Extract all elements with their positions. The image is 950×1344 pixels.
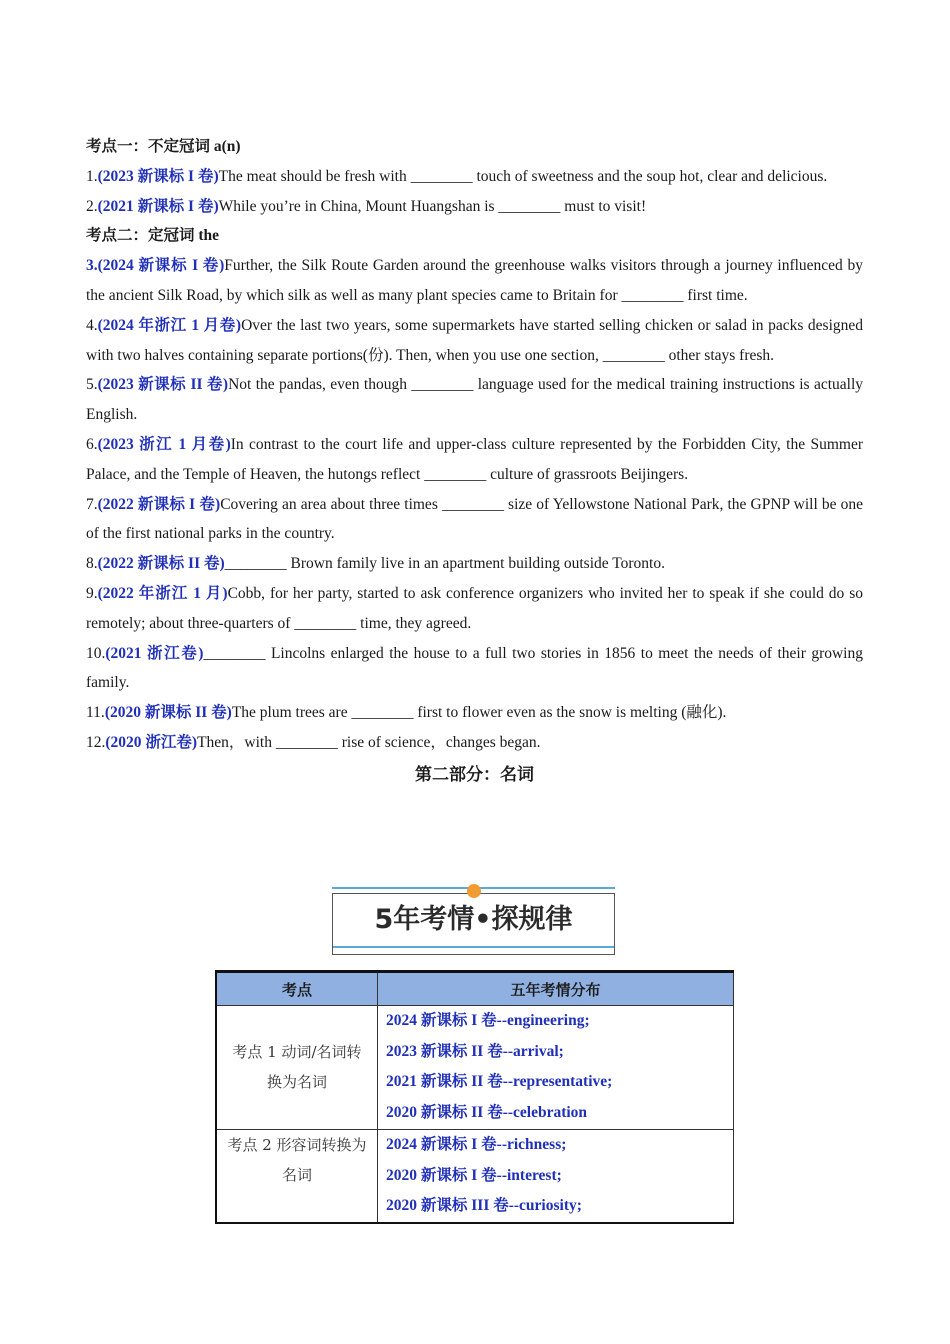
question-text: Further, the Silk Route Garden around the greenhouse walks visitors through a journey influenced by the ancient Silk Road, by which silk as well as many plant species came to Britain for ________ first time. [86,257,863,304]
question-source: (2020 浙江卷) [105,733,198,751]
question-number: 12. [86,733,106,751]
distribution-item: 2020 新课标 II 卷--celebration [386,1104,588,1122]
question-number: 8. [86,555,98,573]
question-number: 1. [86,167,98,185]
question-text: ________ Lincolns enlarged the house to a full two stories in 1856 to meet the needs of their growing family. [86,644,863,692]
section-heading-definite-article: 考点二：定冠词 the [86,227,220,245]
question-number: 7. [86,495,98,513]
distribution-item: 2023 新课标 II 卷--arrival; [386,1042,564,1060]
question-number: 6. [86,435,98,453]
point-cell: 考点 2 形容词转换为名词 [216,1129,378,1223]
question-text: Over the last two years, some supermarkets have started selling chicken or salad in packs designed with two halves containing separate portions(份). Then, when you use one section, ________ other stays fresh. [86,316,864,364]
question-9 [86,579,863,639]
question-12 [86,728,863,758]
banner-label: 5年考情•探规律 [374,904,573,935]
question-source: (2023 新课标 I 卷) [97,167,219,185]
banner-box [332,893,615,955]
question-5 [86,370,863,430]
question-text: In contrast to the court life and upper-class culture represented by the Forbidden City, the Summer Palace, and the Temple of Heaven, the hutongs reflect ________ culture of grassroots Beijingers. [86,435,863,483]
question-source: (2021 新课标 I 卷) [97,197,219,215]
question-source: (2022 新课标 I 卷) [97,495,221,513]
question-source: (2023 浙江 1 月卷) [97,435,231,453]
question-4 [86,311,863,371]
question-1 [86,162,863,192]
question-number: 5. [86,376,98,394]
question-number: 11. [86,704,105,722]
question-10 [86,639,863,699]
banner-dot-icon [467,884,481,898]
distribution-item: 2021 新课标 II 卷--representative; [386,1073,613,1091]
question-11 [86,698,863,728]
question-source: (2020 新课标 II 卷) [104,704,232,722]
table-row [216,1006,734,1130]
question-number: 4. [86,316,98,334]
banner-bottom-line [333,946,614,948]
question-number: 2. [86,197,98,215]
distribution-cell [378,1129,734,1223]
question-source: 3.(2024 新课标 I 卷) [86,257,225,275]
table-header-row [216,972,734,1006]
question-text: Not the pandas, even though ________ language used for the medical training instructions is actually English. [86,376,864,424]
column-header-point: 考点 [216,972,378,1006]
question-source: (2023 新课标 II 卷) [97,376,229,394]
question-text: While you’re in China, Mount Huangshan is ________ must to visit! [218,197,647,215]
question-3 [86,251,863,311]
question-text: ________ Brown family live in an apartment building outside Toronto. [224,555,665,573]
section-heading-indefinite-article: 考点一：不定冠词 a(n) [86,138,241,155]
question-number: 9. [86,584,98,602]
question-8 [86,549,863,579]
distribution-item: 2024 新课标 I 卷--richness; [386,1135,567,1153]
distribution-item: 2020 新课标 III 卷--curiosity; [386,1197,582,1215]
exam-distribution-table [215,970,734,1224]
question-text: Cobb, for her party, started to ask conference organizers who invited her to speak if she could do so remotely; about three-quarters of ________ time, they agreed. [86,584,863,632]
question-6 [86,430,863,490]
column-header-distribution: 五年考情分布 [378,972,734,1006]
distribution-item: 2020 新课标 I 卷--interest; [386,1166,562,1184]
question-text: Then，with ________ rise of science，changes began. [197,733,541,751]
exam-trend-banner [332,885,615,955]
question-7 [86,490,863,550]
distribution-item: 2024 新课标 I 卷--engineering; [386,1012,590,1029]
page-content [86,132,863,790]
question-text: Covering an area about three times ________ size of Yellowstone National Park, the GPNP will be one of the first national parks in the country. [86,495,863,543]
question-number: 10. [86,644,106,662]
question-source: (2021 浙江卷) [105,644,204,662]
part-title: 第二部分：名词 [415,764,534,785]
distribution-cell [378,1006,734,1130]
question-text: The plum trees are ________ first to flower even as the snow is melting (融化). [231,704,727,722]
question-text: The meat should be fresh with ________ touch of sweetness and the soup hot, clear and delicious. [218,167,828,185]
table-row [216,1129,734,1223]
point-cell: 考点 1 动词/名词转换为名词 [216,1006,378,1130]
question-source: (2022 新课标 II 卷) [97,555,225,573]
question-source: (2022 年浙江 1 月) [97,584,228,602]
question-2 [86,192,863,222]
question-source: (2024 年浙江 1 月卷) [97,316,242,334]
